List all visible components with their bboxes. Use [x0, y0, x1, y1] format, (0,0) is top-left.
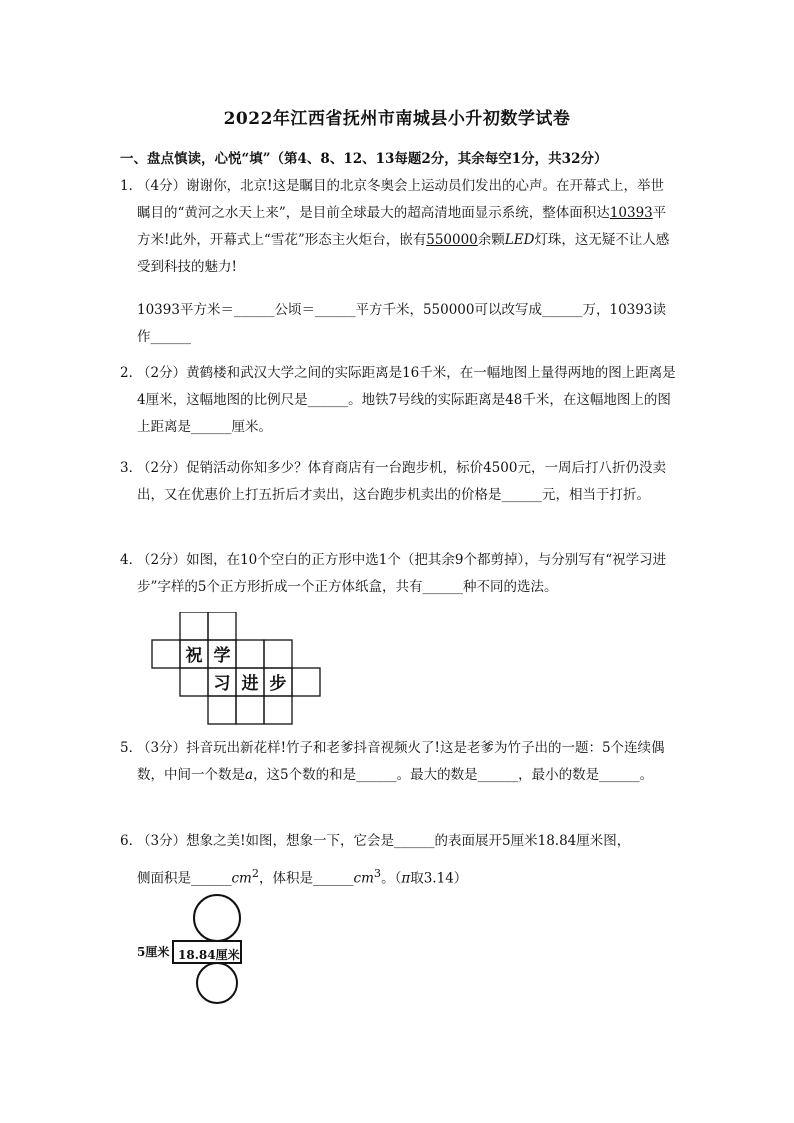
top-circle [194, 895, 240, 941]
question-number: 1． [120, 178, 143, 194]
question-number: 5． [120, 740, 143, 756]
question-2: 2． （2分）黄鹤楼和武汉大学之间的实际距离是16千米，在一幅地图上量得两地的图上距离是4厘米，这幅地图的比例尺是______。地铁7号线的实际距离是48千米，在这幅地图上的图上距离是______厘米。 [137, 360, 677, 441]
answer-blank[interactable]: ______ [501, 487, 542, 503]
answer-blank[interactable]: ______ [394, 833, 435, 849]
bottom-circle [197, 963, 237, 1003]
height-label: 5厘米 [137, 945, 170, 959]
page-title: 2022年江西省抚州市南城县小升初数学试卷 [223, 109, 571, 129]
question-6-line2: 侧面积是$\_\_\_\_\_\_cm^2$，体积是$\_\_\_\_\_\_cm^3$。（π取3.14） [137, 867, 468, 887]
question-1-blanks: 10393平方米＝______公顷＝______平方千米，550000可以改写成______万，10393读作______ [137, 302, 666, 345]
cube-net-figure [150, 612, 330, 728]
question-6: 6． （3分）想象之美!如图，想象一下，它会是______的表面展开5厘米18.84厘米图， [137, 828, 677, 855]
answer-blank[interactable]: ______ [599, 767, 640, 783]
net-char-jin: 进 [241, 674, 259, 694]
net-char-zhu: 祝 [185, 646, 203, 666]
question-1: 1． （4分）谢谢你，北京!这是瞩目的北京冬奥会上运动员们发出的心声。在开幕式上，举世瞩目的“黄河之水天上来”，是目前全球最大的超高清地面显示系统，整体面积达10393平方米!此外，开幕式上“雪花”形态主火炬台，嵌有550000余颗LED灯珠，这无疑不让人感受到科技的魅力! [137, 173, 677, 281]
answer-blank[interactable]: ______ [150, 329, 191, 345]
answer-blank[interactable]: ______ [477, 767, 519, 783]
net-char-bu: 步 [269, 674, 287, 694]
area-value: 10393 [609, 205, 653, 221]
count-value: 550000 [426, 232, 478, 248]
answer-blank[interactable]: ______ [313, 870, 354, 887]
question-number: 6． [120, 833, 143, 849]
answer-blank[interactable]: ______ [233, 302, 275, 318]
question-number: 4． [120, 552, 143, 568]
net-char-xue: 学 [213, 646, 231, 666]
answer-blank[interactable]: ______ [307, 392, 349, 408]
answer-blank[interactable]: ______ [356, 767, 397, 783]
answer-blank[interactable]: ______ [314, 302, 356, 318]
question-4: 4． （2分）如图，在10个空白的正方形中选1个（把其余9个都剪掉），与分别写有“祝学习进步”字样的5个正方形折成一个正方体纸盒，共有______种不同的选法。 [137, 547, 677, 601]
answer-blank[interactable]: ______ [191, 870, 232, 887]
net-char-xi: 习 [213, 674, 231, 694]
length-label: 18.84厘米 [178, 948, 240, 962]
answer-blank[interactable]: ______ [542, 302, 583, 318]
section-heading: 一、盘点慎读，心悦“填”（第4、8、12、13每题2分，其余每空1分，共32分） [120, 151, 608, 167]
question-5: 5． （3分）抖音玩出新花样!竹子和老爹抖音视频火了!这是老爹为竹子出的一题：5个连续偶数，中间一个数是a，这5个数的和是______。最大的数是______，最小的数是______。 [137, 735, 677, 789]
cylinder-net-figure [135, 893, 255, 1005]
answer-blank[interactable]: ______ [191, 419, 232, 435]
answer-blank[interactable]: ______ [422, 579, 463, 595]
question-3: 3． （2分）促销活动你知多少？体育商店有一台跑步机，标价4500元，一周后打八折仍没卖出，又在优惠价上打五折后才卖出，这台跑步机卖出的价格是______元，相当于打折。 [137, 455, 677, 509]
question-number: 3． [120, 460, 143, 476]
question-number: 2． [120, 365, 143, 381]
